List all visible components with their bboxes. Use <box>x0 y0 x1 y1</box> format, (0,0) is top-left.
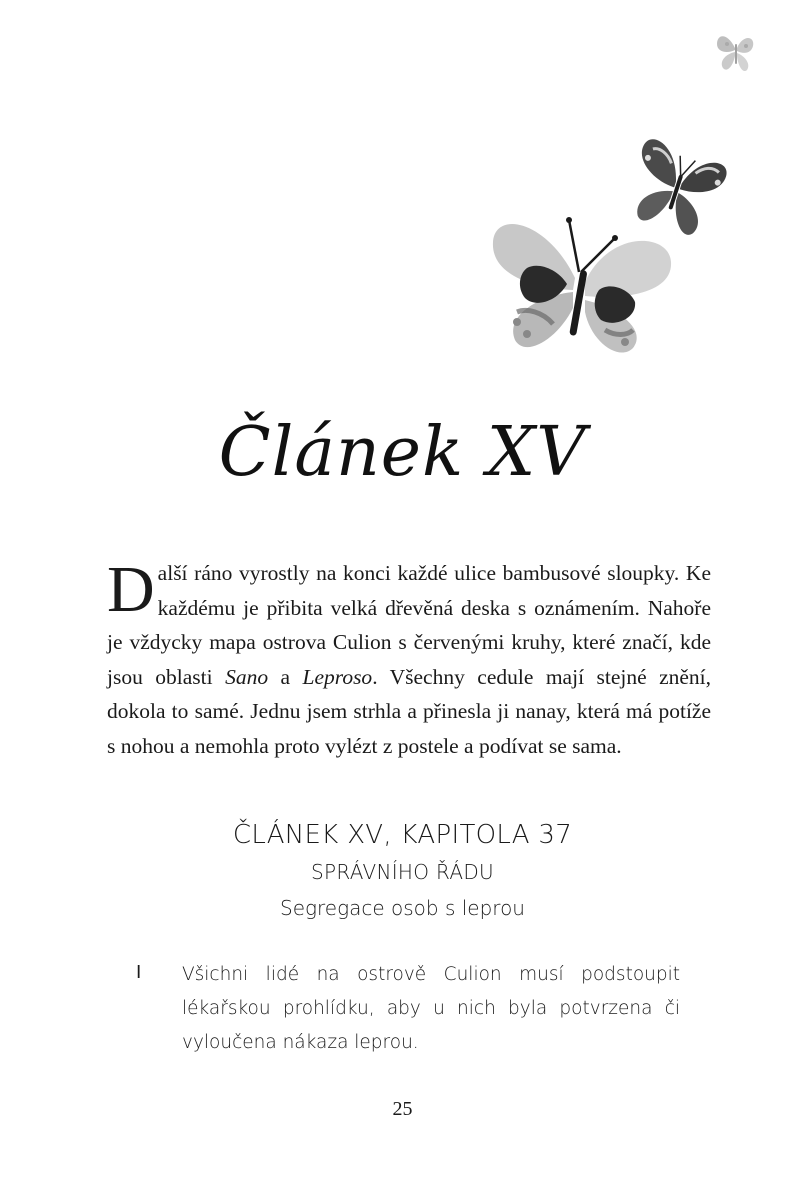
body-text-segment: alší ráno vyrostly na konci každé ulice bambusové sloupky. Ke každému je přibita velká dřevěná deska s oznámením. Nahoře je vždycky mapa ostrova Culion s červenými kruhy, které značí, kde jsou oblasti <box>107 561 711 689</box>
clause-number: I <box>136 962 142 983</box>
article-heading-subtitle: SPRÁVNÍHO ŘÁDU <box>311 860 494 884</box>
article-heading-title: ČLÁNEK XV, KAPITOLA 37 <box>232 820 573 850</box>
body-italic-sano: Sano <box>225 664 269 689</box>
clause-text: Všichni lidé na ostrově Culion musí podstoupit lékařskou prohlídku, aby u nich byla potvrzena či vyloučena nákaza leprou. <box>182 964 680 1053</box>
body-italic-leproso: Leproso <box>302 664 373 689</box>
article-heading-topic: Segregace osob s leprou <box>280 896 525 920</box>
body-text-segment: a <box>268 664 303 689</box>
drop-cap: D <box>107 553 155 626</box>
butterfly-small-icon <box>713 26 757 76</box>
butterfly-large-icon <box>487 212 677 360</box>
page-number: 25 <box>392 1098 413 1120</box>
body-text-segment: . Všechny cedule mají stejné znění, dokola to samé. Jednu jsem strhla a přinesla ji nanay, která má potíže s nohou a nemohla proto vylézt z postele a podívat se sama. <box>107 664 712 758</box>
chapter-title: Článek XV <box>218 413 587 492</box>
body-paragraph <box>107 553 712 763</box>
